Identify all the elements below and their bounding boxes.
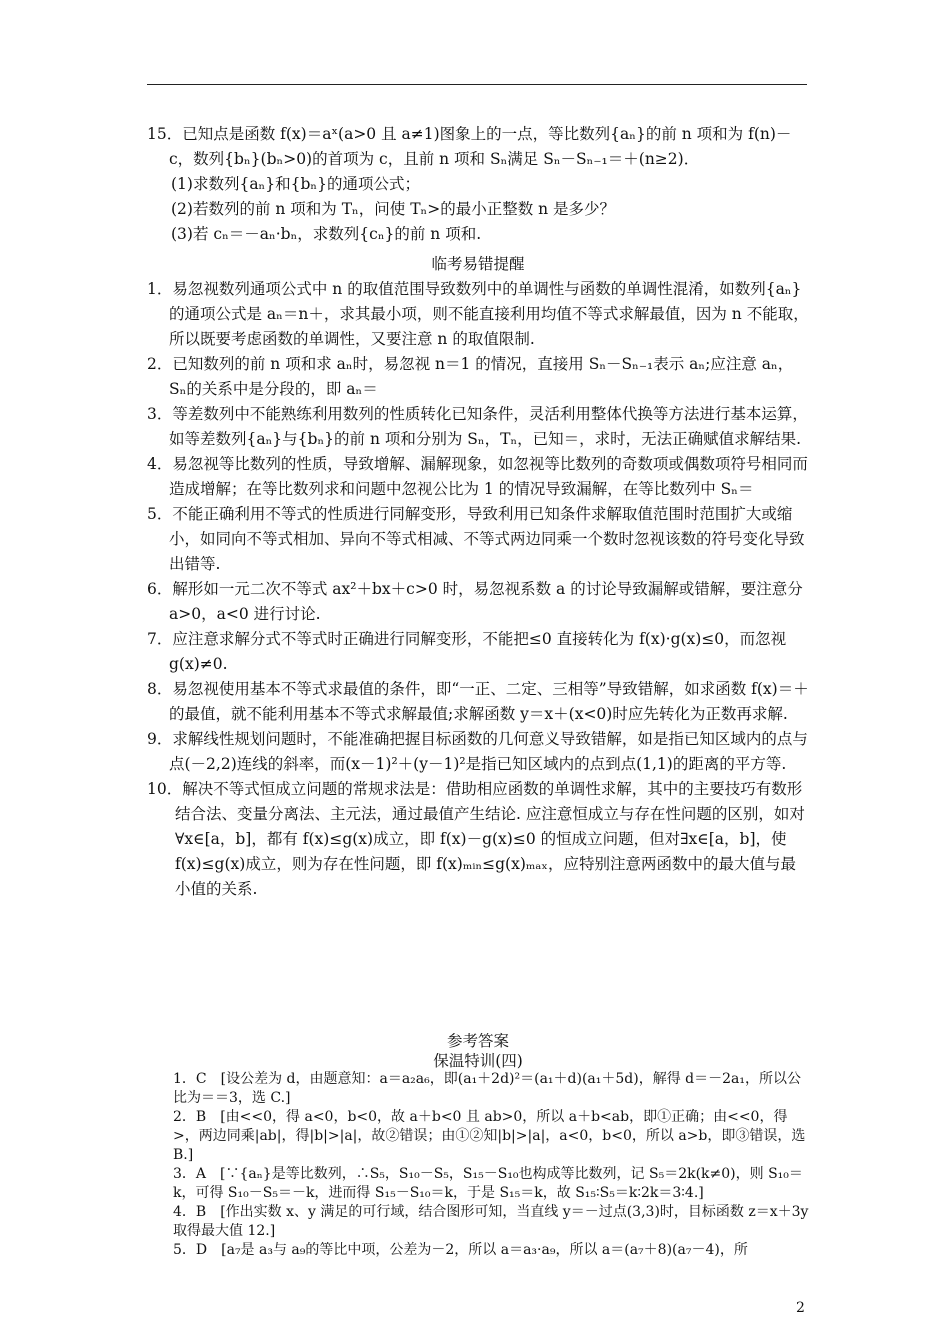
tip-item: 2．已知数列的前 n 项和求 aₙ时，易忽视 n＝1 的情况，直接用 Sₙ－Sₙ₋₁表示 aₙ;应注意 aₙ，Sₙ的关系中是分段的，即 aₙ＝ xyxy=(147,355,794,398)
answer-item: 1．C [设公差为 d，由题意知：a＝a₂a₆，即(a₁＋2d)²＝(a₁＋d)(a₁＋5d)，解得 d＝－2a₁，所以公比为＝＝3，选 C.] xyxy=(173,1071,801,1106)
question-15-part-3: (3)若 cₙ＝－aₙ·bₙ，求数列{cₙ}的前 n 项和. xyxy=(171,225,482,243)
question-15 xyxy=(147,122,809,247)
tip-item: 8．易忽视使用基本不等式求最值的条件，即“一正、二定、三相等”导致错解，如求函数 f(x)＝＋的最值，就不能利用基本不等式求解最值;求解函数 y＝x＋(x<0)时应先转化为正数再求解. xyxy=(147,680,809,723)
answers-heading: 参考答案 xyxy=(446,1032,509,1050)
question-15-part-2: (2)若数列的前 n 项和为 Tₙ，问使 Tₙ>的最小正整数 n 是多少？ xyxy=(171,200,616,218)
tip-item: 5．不能正确利用不等式的性质进行同解变形，导致利用已知条件求解取值范围时范围扩大或缩小，如同向不等式相加、异向不等式相减、不等式两边同乘一个数时忽视该数的符号变化导致出错等. xyxy=(147,505,805,573)
tip-item: 6．解形如一元二次不等式 ax²＋bx＋c>0 时，易忽视系数 a 的讨论导致漏解或错解，要注意分 a>0，a<0 进行讨论. xyxy=(147,580,803,623)
tip-item: 10．解决不等式恒成立问题的常规求法是：借助相应函数的单调性求解，其中的主要技巧有数形结合法、变量分离法、主元法，通过最值产生结论. 应注意恒成立与存在性问题的区别，如对∀x∈[a，b]，都有 f(x)≤g(x)成立，即 f(x)－g(x)≤0 的恒成立问题，但对∃x∈[a，b]，使 f(x)≤g(x)成立，则为存在性问题，即 f(x)ₘᵢₙ≤g(x)ₘₐₓ，应特别注意两函数中的最大值与最小值的关系. xyxy=(147,780,805,898)
tip-item: 4．易忽视等比数列的性质，导致增解、漏解现象，如忽视等比数列的奇数项或偶数项符号相同而造成增解；在等比数列求和问题中忽视公比为 1 的情况导致漏解，在等比数列中 Sₙ＝ xyxy=(147,455,808,498)
answer-item: 5．D [a₇是 a₃与 a₉的等比中项，公差为－2，所以 a＝a₃·a₉，所以 a＝(a₇＋8)(a₇－4)，所 xyxy=(173,1242,748,1258)
question-15-part-1: (1)求数列{aₙ}和{bₙ}的通项公式； xyxy=(171,175,420,193)
answer-item: 2．B [由<<0，得 a<0，b<0，故 a＋b<0 且 ab>0，所以 a＋b<ab，即①正确；由<<0，得>，两边同乘|ab|，得|b|>|a|，故②错误；由①②知|b|>|a|，a<0，b<0，所以 a>b，即③错误，选 B.] xyxy=(173,1109,806,1163)
answers-section xyxy=(147,1030,809,1260)
tips-heading: 临考易错提醒 xyxy=(431,255,525,273)
answer-item: 4．B [作出实数 x、y 满足的可行域，结合图形可知，当直线 y＝－过点(3,3)时，目标函数 z＝x＋3y 取得最大值 12.] xyxy=(173,1204,809,1239)
exam-tips-section xyxy=(147,252,809,902)
tip-item: 3．等差数列中不能熟练利用数列的性质转化已知条件，灵活利用整体代换等方法进行基本运算，如等差数列{aₙ}与{bₙ}的前 n 项和分别为 Sₙ，Tₙ，已知＝，求时，无法正确赋值求解结果. xyxy=(147,405,808,448)
page-number: 2 xyxy=(796,1300,805,1316)
answer-item: 3．A [∵{aₙ}是等比数列，∴S₅，S₁₀－S₅，S₁₅－S₁₀也构成等比数列，记 S₅＝2k(k≠0)，则 S₁₀＝k，可得 S₁₀－S₅＝－k，进而得 S₁₅－S₁₀＝k，于是 S₁₅＝k，故 S₁₅∶S₅＝k∶2k＝3∶4.] xyxy=(173,1166,803,1201)
tip-item: 7．应注意求解分式不等式时正确进行同解变形，不能把≤0 直接转化为 f(x)·g(x)≤0，而忽视 g(x)≠0. xyxy=(147,630,787,673)
answers-subheading: 保温特训(四) xyxy=(433,1052,523,1070)
tip-item: 1．易忽视数列通项公式中 n 的取值范围导致数列中的单调性与函数的单调性混淆，如数列{aₙ}的通项公式是 aₙ＝n＋，求其最小项，则不能直接利用均值不等式求解最值，因为 n 不能取，所以既要考虑函数的单调性，又要注意 n 的取值限制. xyxy=(147,280,809,348)
header-rule xyxy=(147,84,807,85)
tip-item: 9．求解线性规划问题时，不能准确把握目标函数的几何意义导致错解，如是指已知区域内的点与点(－2,2)连线的斜率，而(x－1)²＋(y－1)²是指已知区域内的点到点(1,1)的距离的平方等. xyxy=(147,730,808,773)
question-15-stem: 15．已知点是函数 f(x)＝aˣ(a>0 且 a≠1)图象上的一点，等比数列{aₙ}的前 n 项和为 f(n)－c，数列{bₙ}(bₙ>0)的首项为 c，且前 n 项和 Sₙ满足 Sₙ－Sₙ₋₁＝＋(n≥2)． xyxy=(147,125,792,168)
